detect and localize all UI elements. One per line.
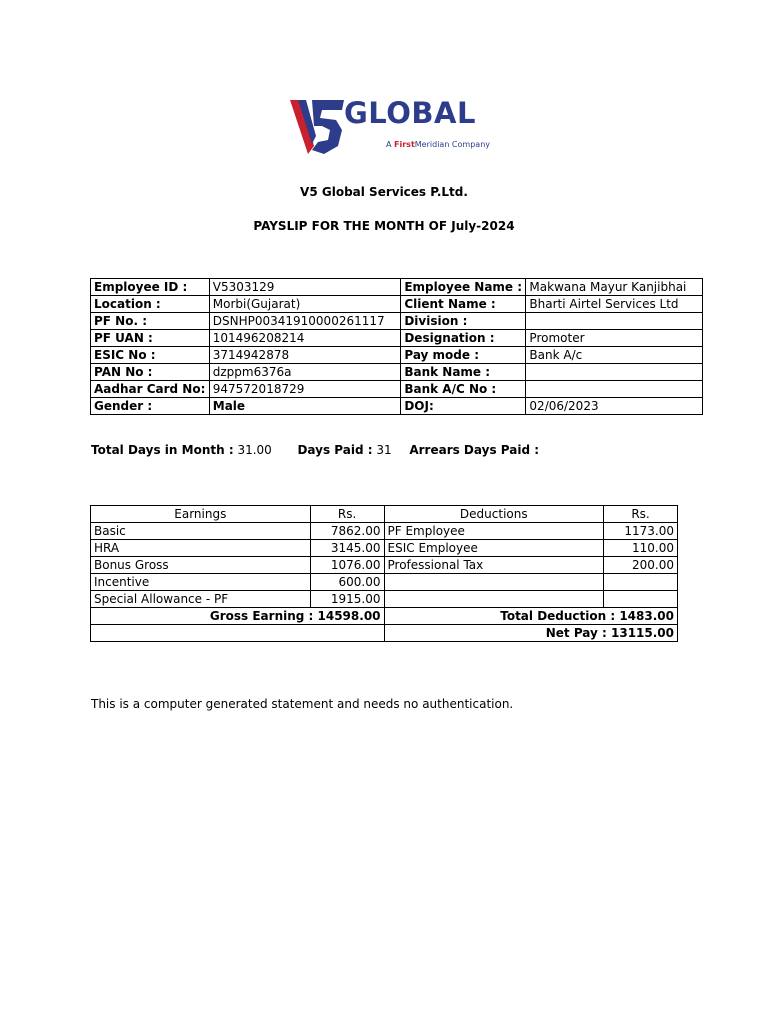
info-label: Client Name : bbox=[401, 296, 526, 313]
employee-info-row bbox=[91, 347, 703, 364]
employee-info-row bbox=[91, 398, 703, 415]
employee-info-row bbox=[91, 296, 703, 313]
pay-row bbox=[91, 557, 678, 574]
info-label: Bank Name : bbox=[401, 364, 526, 381]
info-label: Gender : bbox=[91, 398, 210, 415]
company-logo bbox=[288, 96, 490, 160]
earnings-header: Earnings bbox=[91, 506, 311, 523]
info-value: Bank A/c bbox=[526, 347, 703, 364]
employee-info-row bbox=[91, 279, 703, 296]
info-value: V5303129 bbox=[209, 279, 401, 296]
info-value: DSNHP00341910000261117 bbox=[209, 313, 401, 330]
employee-info-row bbox=[91, 330, 703, 347]
employee-info-row bbox=[91, 313, 703, 330]
earnings-deductions-table bbox=[90, 505, 678, 642]
pay-row bbox=[91, 591, 678, 608]
deduction-amount: 1173.00 bbox=[604, 523, 678, 540]
earning-name: Bonus Gross bbox=[91, 557, 311, 574]
payslip-title: PAYSLIP FOR THE MONTH OF July-2024 bbox=[253, 219, 515, 233]
info-value bbox=[526, 381, 703, 398]
info-label: PF No. : bbox=[91, 313, 210, 330]
earning-name: Special Allowance - PF bbox=[91, 591, 311, 608]
info-value: Male bbox=[209, 398, 401, 415]
info-value: 101496208214 bbox=[209, 330, 401, 347]
earning-amount: 1915.00 bbox=[310, 591, 384, 608]
logo-wordmark: GLOBAL bbox=[344, 96, 476, 130]
deduction-name: PF Employee bbox=[384, 523, 604, 540]
info-value: dzppm6376a bbox=[209, 364, 401, 381]
deduction-name: ESIC Employee bbox=[384, 540, 604, 557]
days-paid-value: 31 bbox=[376, 443, 392, 457]
days-paid-label: Days Paid : bbox=[297, 443, 373, 457]
earning-amount: 600.00 bbox=[310, 574, 384, 591]
deduction-name bbox=[384, 591, 604, 608]
gross-earning: Gross Earning : 14598.00 bbox=[91, 608, 385, 625]
employee-info-row bbox=[91, 381, 703, 398]
info-value: 02/06/2023 bbox=[526, 398, 703, 415]
info-value: Promoter bbox=[526, 330, 703, 347]
deductions-header: Deductions bbox=[384, 506, 604, 523]
earning-amount: 1076.00 bbox=[310, 557, 384, 574]
arrears-days-label: Arrears Days Paid : bbox=[409, 443, 540, 457]
employee-info-row bbox=[91, 364, 703, 381]
info-value: 947572018729 bbox=[209, 381, 401, 398]
v5-logo-mark-icon bbox=[288, 96, 348, 160]
deduction-amount: 200.00 bbox=[604, 557, 678, 574]
total-days-value: 31.00 bbox=[237, 443, 272, 457]
info-value: 3714942878 bbox=[209, 347, 401, 364]
info-value: Morbi(Gujarat) bbox=[209, 296, 401, 313]
total-deduction: Total Deduction : 1483.00 bbox=[384, 608, 677, 625]
pay-table-header bbox=[91, 506, 678, 523]
deduction-amount: 110.00 bbox=[604, 540, 678, 557]
info-label: PAN No : bbox=[91, 364, 210, 381]
deduction-name: Professional Tax bbox=[384, 557, 604, 574]
info-label: Location : bbox=[91, 296, 210, 313]
net-pay-blank-cell bbox=[91, 625, 385, 642]
info-label: ESIC No : bbox=[91, 347, 210, 364]
deduction-amount bbox=[604, 574, 678, 591]
disclaimer-note: This is a computer generated statement and needs no authentication. bbox=[91, 697, 514, 711]
earning-amount: 7862.00 bbox=[310, 523, 384, 540]
info-value: Makwana Mayur Kanjibhai bbox=[526, 279, 703, 296]
pay-row bbox=[91, 523, 678, 540]
days-summary bbox=[91, 443, 539, 457]
info-label: Designation : bbox=[401, 330, 526, 347]
info-label: Aadhar Card No: bbox=[91, 381, 210, 398]
deduction-amount bbox=[604, 591, 678, 608]
info-value bbox=[526, 364, 703, 381]
total-days-label: Total Days in Month : bbox=[91, 443, 234, 457]
totals-row bbox=[91, 608, 678, 625]
net-pay: Net Pay : 13115.00 bbox=[384, 625, 677, 642]
info-value bbox=[526, 313, 703, 330]
deductions-rs-header: Rs. bbox=[604, 506, 678, 523]
info-label: Employee Name : bbox=[401, 279, 526, 296]
company-name: V5 Global Services P.Ltd. bbox=[300, 185, 468, 199]
info-label: Pay mode : bbox=[401, 347, 526, 364]
info-label: PF UAN : bbox=[91, 330, 210, 347]
earning-name: Basic bbox=[91, 523, 311, 540]
pay-row bbox=[91, 540, 678, 557]
net-pay-row bbox=[91, 625, 678, 642]
earning-name: Incentive bbox=[91, 574, 311, 591]
info-label: Bank A/C No : bbox=[401, 381, 526, 398]
earning-name: HRA bbox=[91, 540, 311, 557]
info-label: Division : bbox=[401, 313, 526, 330]
info-label: Employee ID : bbox=[91, 279, 210, 296]
info-label: DOJ: bbox=[401, 398, 526, 415]
earnings-rs-header: Rs. bbox=[310, 506, 384, 523]
pay-row bbox=[91, 574, 678, 591]
deduction-name bbox=[384, 574, 604, 591]
earning-amount: 3145.00 bbox=[310, 540, 384, 557]
employee-info-table bbox=[90, 278, 703, 415]
logo-tagline: A FirstMeridian Company bbox=[386, 140, 490, 149]
info-value: Bharti Airtel Services Ltd bbox=[526, 296, 703, 313]
